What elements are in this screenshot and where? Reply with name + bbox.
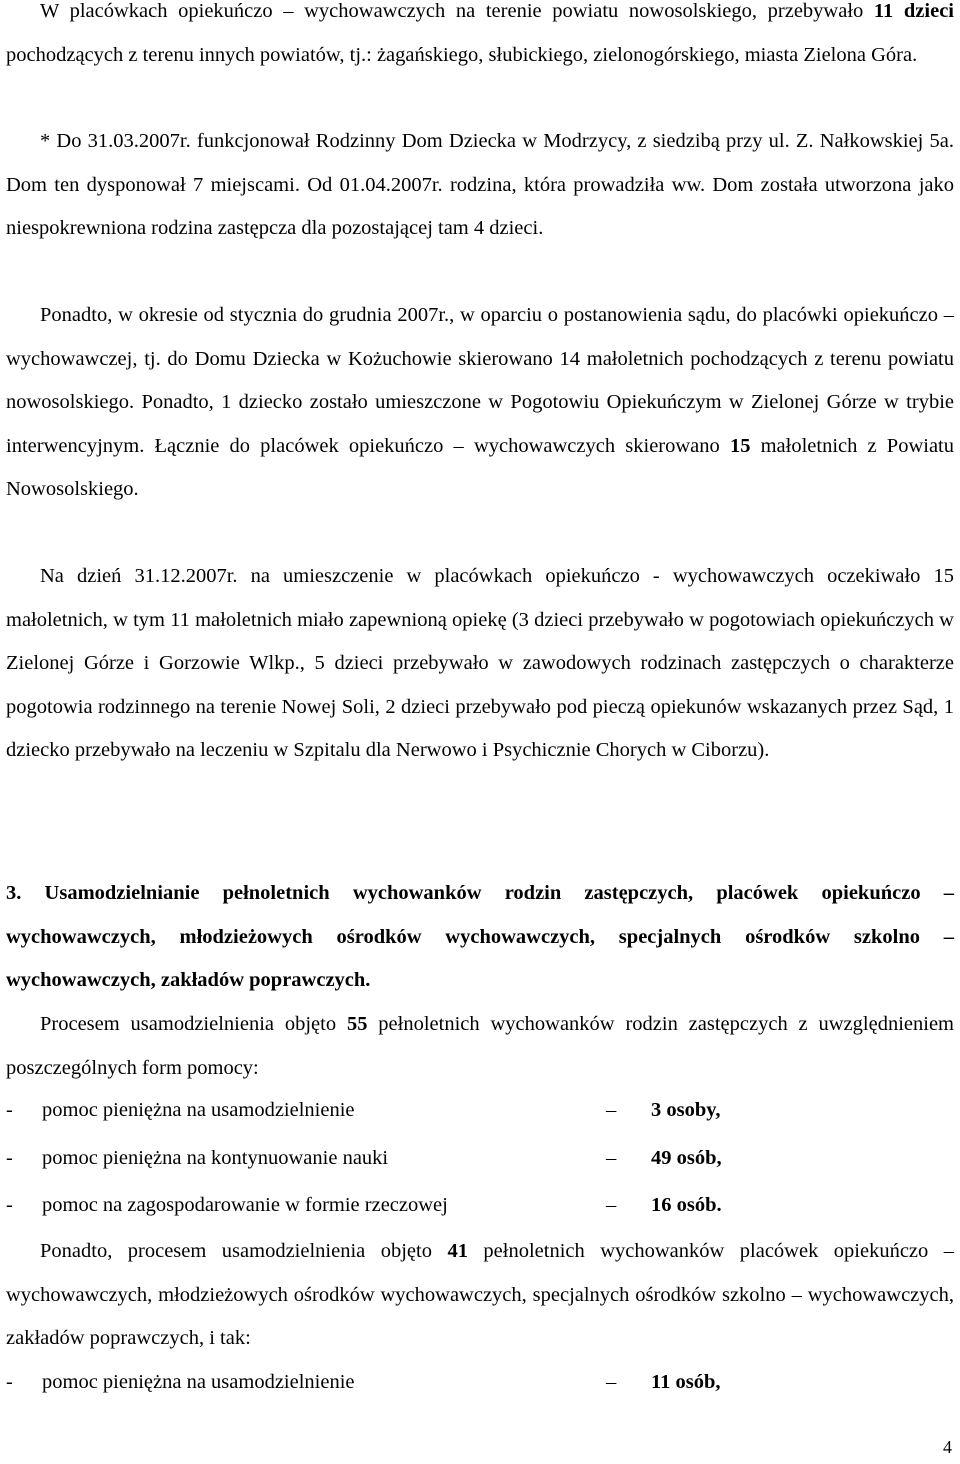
- list-bullet: -: [6, 1099, 13, 1121]
- list-item-label: pomoc na zagospodarowanie w formie rzeczowej: [42, 1194, 448, 1216]
- text-run: * Do 31.03.2007r. funkcjonował Rodzinny Dom Dziecka w Modrzycy, z siedzibą przy ul. Z. Nałkowskiej 5a. Dom ten dysponował 7 miejscami. Od 01.04.2007r. rodzina, która prowadziła ww. Dom została utworzona jako niespokrewniona rodzina zastępcza dla pozostającej tam 4 dzieci.: [6, 130, 954, 239]
- text-run: W placówkach opiekuńczo – wychowawczych na terenie powiatu nowosolskiego, przebywało: [40, 0, 874, 22]
- paragraph-referrals-2007: [6, 294, 954, 512]
- emphasized-text: 55: [346, 1013, 368, 1035]
- text-run: Procesem usamodzielnienia objęto: [40, 1013, 347, 1035]
- list-bullet: -: [6, 1147, 13, 1169]
- list-item-value: 3 osoby,: [651, 1099, 721, 1121]
- text-run: pełnoletnich wychowanków rodzin zastępczych z uwzględnieniem poszczególnych form pomocy:: [6, 1013, 954, 1079]
- list-item: [6, 1371, 954, 1401]
- list-item: [6, 1194, 954, 1224]
- list-dash: –: [606, 1194, 617, 1216]
- section-heading: 3. Usamodzielnianie pełnoletnich wychowanków rodzin zastępczych, placówek opiekuńczo – wychowawczych, młodzieżowych ośrodków wychowawczych, specjalnych ośrodków szkolno – wychowawczych, zakładów poprawczych.: [6, 882, 954, 991]
- list-item-label: pomoc pieniężna na usamodzielnienie: [42, 1099, 355, 1121]
- paragraph-institution-independence: [6, 1230, 954, 1361]
- emphasized-text: 11 dzieci: [873, 0, 954, 22]
- paragraph-waiting-list: [6, 555, 954, 773]
- list-dash: –: [606, 1099, 617, 1121]
- list-dash: –: [606, 1371, 617, 1393]
- paragraph-modrzyca-home: [6, 120, 954, 251]
- emphasized-text: 41: [447, 1240, 468, 1262]
- text-run: Ponadto, w okresie od stycznia do grudnia 2007r., w oparciu o postanowienia sądu, do placówki opiekuńczo – wychowawczej, tj. do Domu Dziecka w Kożuchowie skierowano 14 małoletnich pochodzących z terenu powiatu nowosolskiego. Ponadto, 1 dziecko zostało umieszczone w Pogotowiu Opiekuńczym w Zielonej Górze w trybie interwencyjnym. Łącznie do placówek opiekuńczo – wychowawczych skierowano: [6, 304, 954, 457]
- list-item-value: 16 osób.: [651, 1194, 722, 1216]
- text-run: małoletnich z Powiatu Nowosolskiego.: [6, 434, 954, 500]
- text-run: pełnoletnich wychowanków placówek opiekuńczo – wychowawczych, młodzieżowych ośrodków wychowawczych, specjalnych ośrodków szkolno – wychowawczych, zakładów poprawczych, i tak:: [6, 1240, 955, 1349]
- text-run: Ponadto, procesem usamodzielnienia objęto: [40, 1240, 448, 1262]
- list-item-value: 49 osób,: [651, 1147, 722, 1169]
- list-item: [6, 1099, 954, 1129]
- list-bullet: -: [6, 1371, 13, 1393]
- text-run: Na dzień 31.12.2007r. na umieszczenie w placówkach opiekuńczo - wychowawczych oczekiwało 15 małoletnich, w tym 11 małoletnich miało zapewnioną opiekę (3 dzieci przebywało w pogotowiach opiekuńczych w Zielonej Górze i Gorzowie Wlkp., 5 dzieci przebywało w zawodowych rodzinach zastępczych o charakterze pogotowia rodzinnego na terenie Nowej Soli, 2 dzieci przebywało pod pieczą opiekunów wskazanych przez Sąd, 1 dziecko przebywało na leczeniu w Szpitalu dla Nerwowo i Psychicznie Chorych w Ciborzu).: [6, 565, 954, 761]
- list-bullet: -: [6, 1194, 13, 1216]
- page-number: 4: [943, 1437, 952, 1457]
- list-dash: –: [606, 1147, 617, 1169]
- list-item-label: pomoc pieniężna na usamodzielnienie: [42, 1371, 355, 1393]
- paragraph-foreign-children: [6, 0, 954, 77]
- text-run: pochodzących z terenu innych powiatów, tj.: żagańskiego, słubickiego, zielonogórskiego, miasta Zielona Góra.: [6, 43, 918, 66]
- paragraph-foster-independence: [6, 1003, 954, 1090]
- list-item-label: pomoc pieniężna na kontynuowanie nauki: [42, 1147, 389, 1169]
- list-item-value: 11 osób,: [651, 1371, 721, 1393]
- emphasized-text: 15: [729, 434, 751, 457]
- list-item: [6, 1147, 954, 1177]
